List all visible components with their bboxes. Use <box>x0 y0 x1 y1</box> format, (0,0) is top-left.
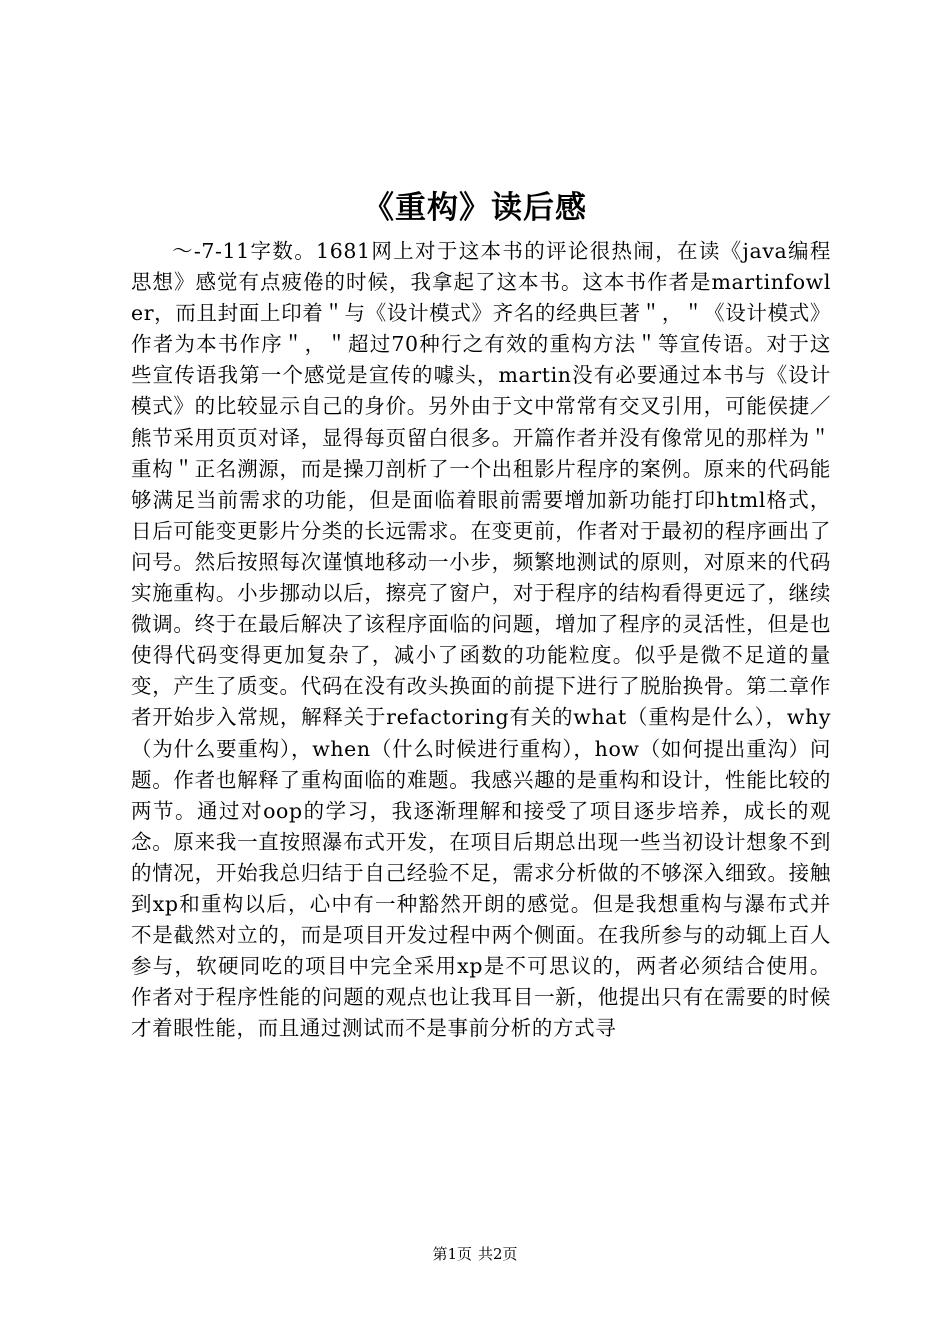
document-title: 《重构》读后感 <box>363 190 587 226</box>
page-total: 共2页 <box>478 1245 518 1263</box>
page-footer <box>0 1242 950 1266</box>
page-number: 第1页 <box>432 1245 472 1263</box>
document-body: ～-7-11字数。1681网上对于这本书的评论很热闹，在读《java编程思想》感觉有点疲倦的时候，我拿起了这本书。这本书作者是martinfowler，而且封面上印着＂与《设计模式》齐名的经典巨著＂，＂《设计模式》作者为本书作序＂，＂超过70种行之有效的重构方法＂等宣传语。对于这些宣传语我第一个感觉是宣传的噱头，martin没有必要通过本书与《设计模式》的比较显示自己的身价。另外由于文中常常有交叉引用，可能侯捷／熊节采用页页对译，显得每页留白很多。开篇作者并没有像常见的那样为＂重构＂正名溯源，而是操刀剖析了一个出租影片程序的案例。原来的代码能够满足当前需求的功能，但是面临着眼前需要增加新功能打印html格式，日后可能变更影片分类的长远需求。在变更前，作者对于最初的程序画出了问号。然后按照每次谨慎地移动一小步，频繁地测试的原则，对原来的代码实施重构。小步挪动以后，擦亮了窗户，对于程序的结构看得更远了，继续微调。终于在最后解决了该程序面临的问题，增加了程序的灵活性，但是也使得代码变得更加复杂了，减小了函数的功能粒度。似乎是微不足道的量变，产生了质变。代码在没有改头换面的前提下进行了脱胎换骨。第二章作者开始步入常规，解释关于refactoring有关的what（重构是什么），why（为什么要重构），when（什么时候进行重构），how（如何提出重沟）问题。作者也解释了重构面临的难题。我感兴趣的是重构和设计，性能比较的两节。通过对oop的学习，我逐渐理解和接受了项目逐步培养，成长的观念。原来我一直按照瀑布式开发，在项目后期总出现一些当初设计想象不到的情况，开始我总归结于自己经验不足，需求分析做的不够深入细致。接触到xp和重构以后，心中有一种豁然开朗的感觉。但是我想重构与瀑布式并不是截然对立的，而是项目开发过程中两个侧面。在我所参与的动辄上百人参与，软硬同吃的项目中完全采用xp是不可思议的，两者必须结合使用。作者对于程序性能的问题的观点也让我耳目一新，他提出只有在需要的时候才着眼性能，而且通过测试而不是事前分析的方式寻 <box>131 239 831 1041</box>
